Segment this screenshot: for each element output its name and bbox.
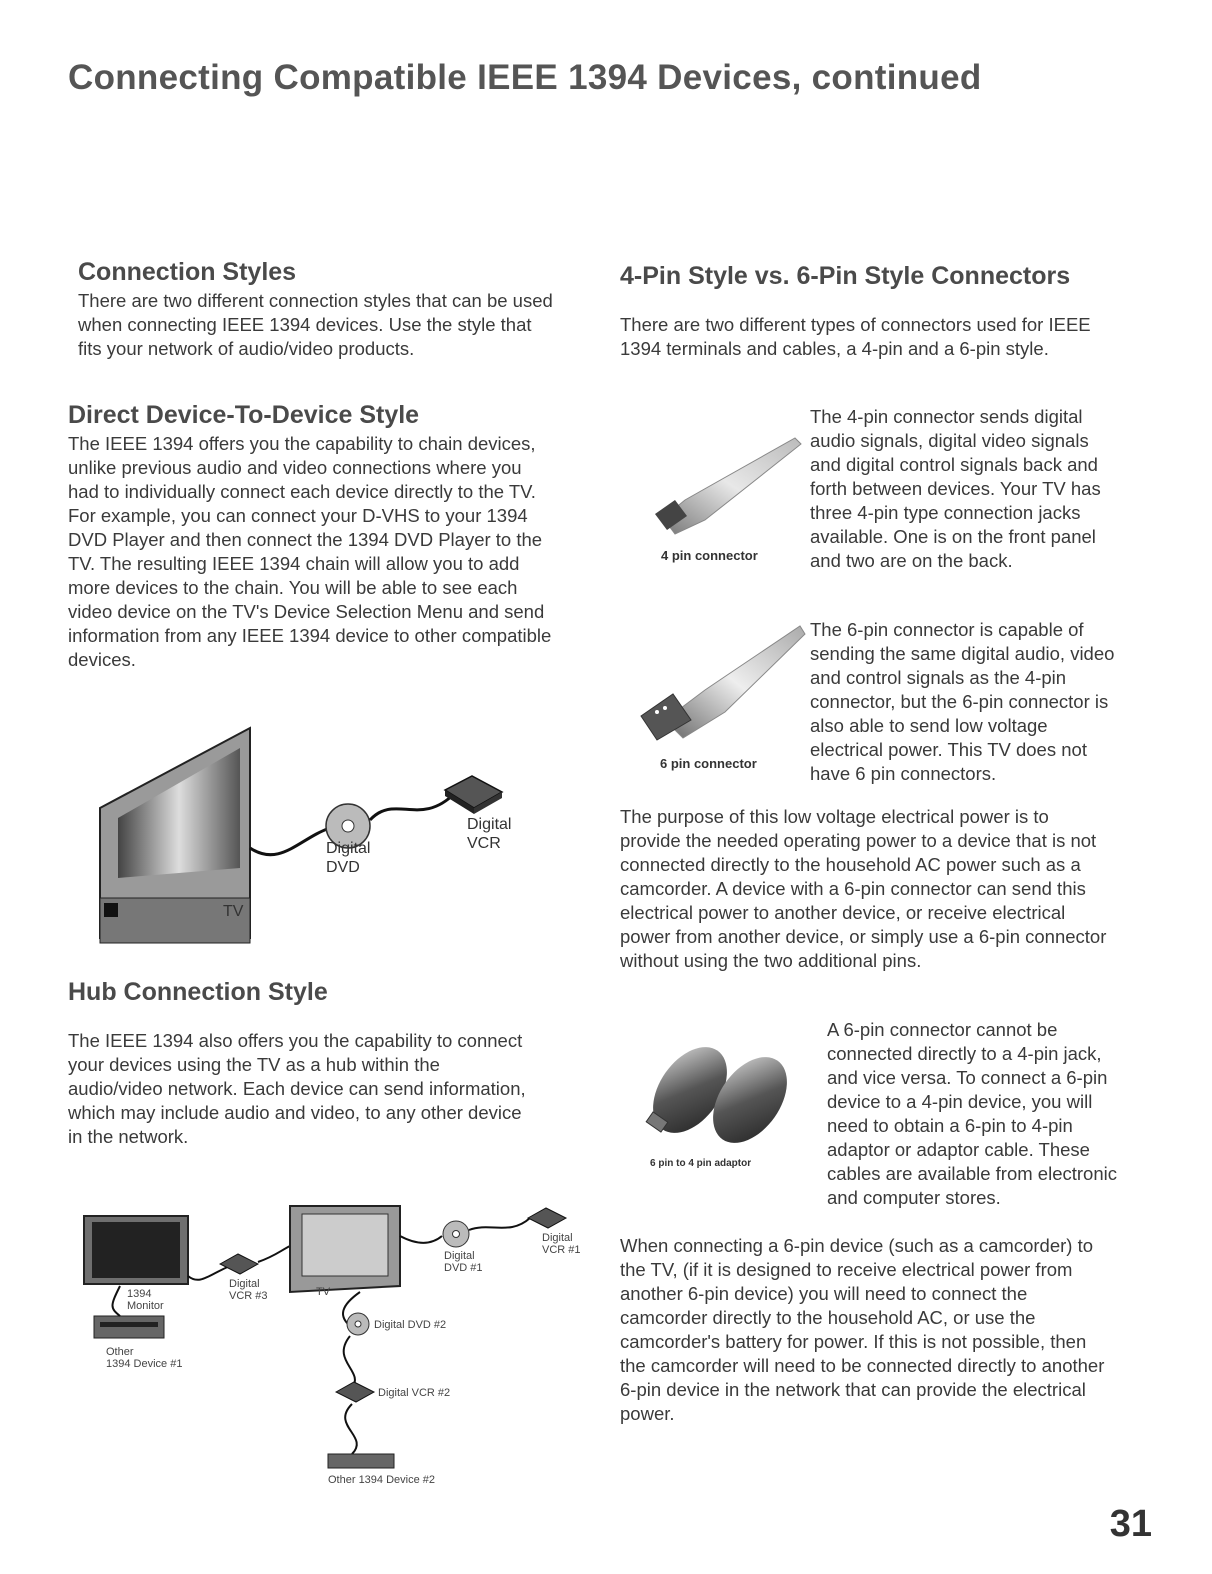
six-pin-caption: 6 pin connector bbox=[660, 756, 757, 771]
vcr1-label-line2: VCR #1 bbox=[542, 1244, 581, 1256]
page-number: 31 bbox=[1109, 1503, 1152, 1545]
adaptor-text: A 6-pin connector cannot be connected directly to a 4-pin jack, and vice versa. To connect a 6-pin device to a 4-pin device, you will need to obtain a 6-pin to 4-pin adaptor or adaptor cable. These cables are available from electronic and computer stores. bbox=[827, 1019, 1117, 1208]
dvd-label-line2: DVD bbox=[326, 859, 360, 876]
vcr-label-line2: VCR bbox=[467, 835, 501, 852]
other-device-1-icon bbox=[94, 1316, 164, 1338]
six-pin-connector-graphic bbox=[635, 620, 805, 750]
connection-styles-body: There are two different connection styles that can be used when connecting IEEE 1394 devices. Use the style that fits your network of audio/video products. bbox=[78, 290, 553, 359]
tv-label: TV bbox=[223, 903, 244, 920]
hub-tv-icon bbox=[290, 1206, 400, 1292]
vcr-label-line1: Digital bbox=[467, 816, 512, 833]
monitor-label-line2: Monitor bbox=[127, 1300, 164, 1312]
other2-label: Other 1394 Device #2 bbox=[328, 1474, 436, 1486]
hub-diagram-graphics bbox=[80, 1196, 600, 1496]
pin-styles-intro: There are two different types of connectors used for IEEE 1394 terminals and cables, a 4-pin and a 6-pin style. bbox=[620, 314, 1091, 359]
other1-label-line1: Other bbox=[106, 1346, 134, 1358]
other-device-2-icon bbox=[328, 1454, 394, 1468]
six-pin-connector-image bbox=[635, 620, 805, 750]
hub-tv-label: TV bbox=[316, 1286, 331, 1298]
four-pin-connector-graphic bbox=[645, 430, 805, 540]
vcr-icon bbox=[445, 776, 502, 814]
connection-styles-heading: Connection Styles bbox=[78, 258, 297, 286]
dvd1-label-line1: Digital bbox=[444, 1250, 475, 1262]
hub-connection-diagram bbox=[80, 1196, 600, 1496]
six-pin-text: The 6-pin connector is capable of sending the same digital audio, video and control signals as the 4-pin connector, but the 6-pin connector is also able to send low voltage electrical power. This TV does not have 6 pin connectors. bbox=[810, 619, 1115, 784]
four-pin-connector-image bbox=[645, 430, 805, 540]
adaptor-caption: 6 pin to 4 pin adaptor bbox=[650, 1158, 752, 1169]
camcorder-paragraph: When connecting a 6-pin device (such as a camcorder) to the TV, (if it is designed to receive electrical power from another 6-pin device) you will need to connect the camcorder directly to the household AC, or use the camcorder's battery for power. If this is not possible, then the camcorder will need to be connected directly to another 6-pin device in the network that can provide the electrical power. bbox=[620, 1235, 1105, 1424]
adaptor-graphic bbox=[640, 1030, 810, 1155]
direct-connection-diagram bbox=[90, 728, 540, 948]
adaptor-image bbox=[640, 1030, 810, 1155]
vcr1-label-line1: Digital bbox=[542, 1232, 573, 1244]
dvd1-disc-icon bbox=[443, 1221, 469, 1247]
vcr3-label-line2: VCR #3 bbox=[229, 1290, 268, 1302]
vcr1-icon bbox=[528, 1208, 566, 1228]
monitor-label-line1: 1394 bbox=[127, 1288, 152, 1300]
monitor-icon bbox=[84, 1216, 188, 1284]
other1-label-line2: 1394 Device #1 bbox=[106, 1358, 183, 1370]
four-pin-text: The 4-pin connector sends digital audio signals, digital video signals and digital control signals back and forth between devices. Your TV has three 4-pin type connection jacks available. One is on the front panel and two are on the back. bbox=[810, 406, 1101, 571]
dvd1-label-line2: DVD #1 bbox=[444, 1262, 483, 1274]
direct-style-body: The IEEE 1394 offers you the capability to chain devices, unlike previous audio and video connections where you had to individually connect each device directly to the TV. For example, you can connect your D-VHS to your 1394 DVD Player and then connect the 1394 DVD Player to the TV. The resulting IEEE 1394 chain will allow you to add more devices to the chain. You will be able to see each video device on the TV's Device Selection Menu and send information from any IEEE 1394 device to other compatible devices. bbox=[68, 433, 552, 670]
dvd-label-line1: Digital bbox=[326, 840, 371, 857]
page-title: Connecting Compatible IEEE 1394 Devices, continued bbox=[68, 58, 982, 97]
vcr2-icon bbox=[336, 1382, 374, 1402]
dvd2-label: Digital DVD #2 bbox=[374, 1319, 447, 1331]
vcr2-label: Digital VCR #2 bbox=[378, 1387, 451, 1399]
four-pin-caption: 4 pin connector bbox=[661, 548, 758, 563]
purpose-paragraph: The purpose of this low voltage electrical power is to provide the needed operating power to a device that is not connected directly to the household AC power such as a camcorder. A device with a 6-pin connector can send this electrical power to another device, or receive electrical power from another device, or simply use a 6-pin connector without using the two additional pins. bbox=[620, 806, 1107, 971]
direct-style-heading: Direct Device-To-Device Style bbox=[68, 401, 420, 429]
vcr3-icon bbox=[220, 1254, 258, 1274]
vcr3-label-line1: Digital bbox=[229, 1278, 260, 1290]
dvd2-disc-icon bbox=[347, 1313, 369, 1335]
hub-style-body: The IEEE 1394 also offers you the capability to connect your devices using the TV as a hub within the audio/video network. Each device can send information, which may include audio and video, to any other device in the network. bbox=[68, 1030, 526, 1147]
pin-styles-heading: 4-Pin Style vs. 6-Pin Style Connectors bbox=[620, 262, 1071, 290]
hub-style-heading: Hub Connection Style bbox=[68, 978, 328, 1006]
